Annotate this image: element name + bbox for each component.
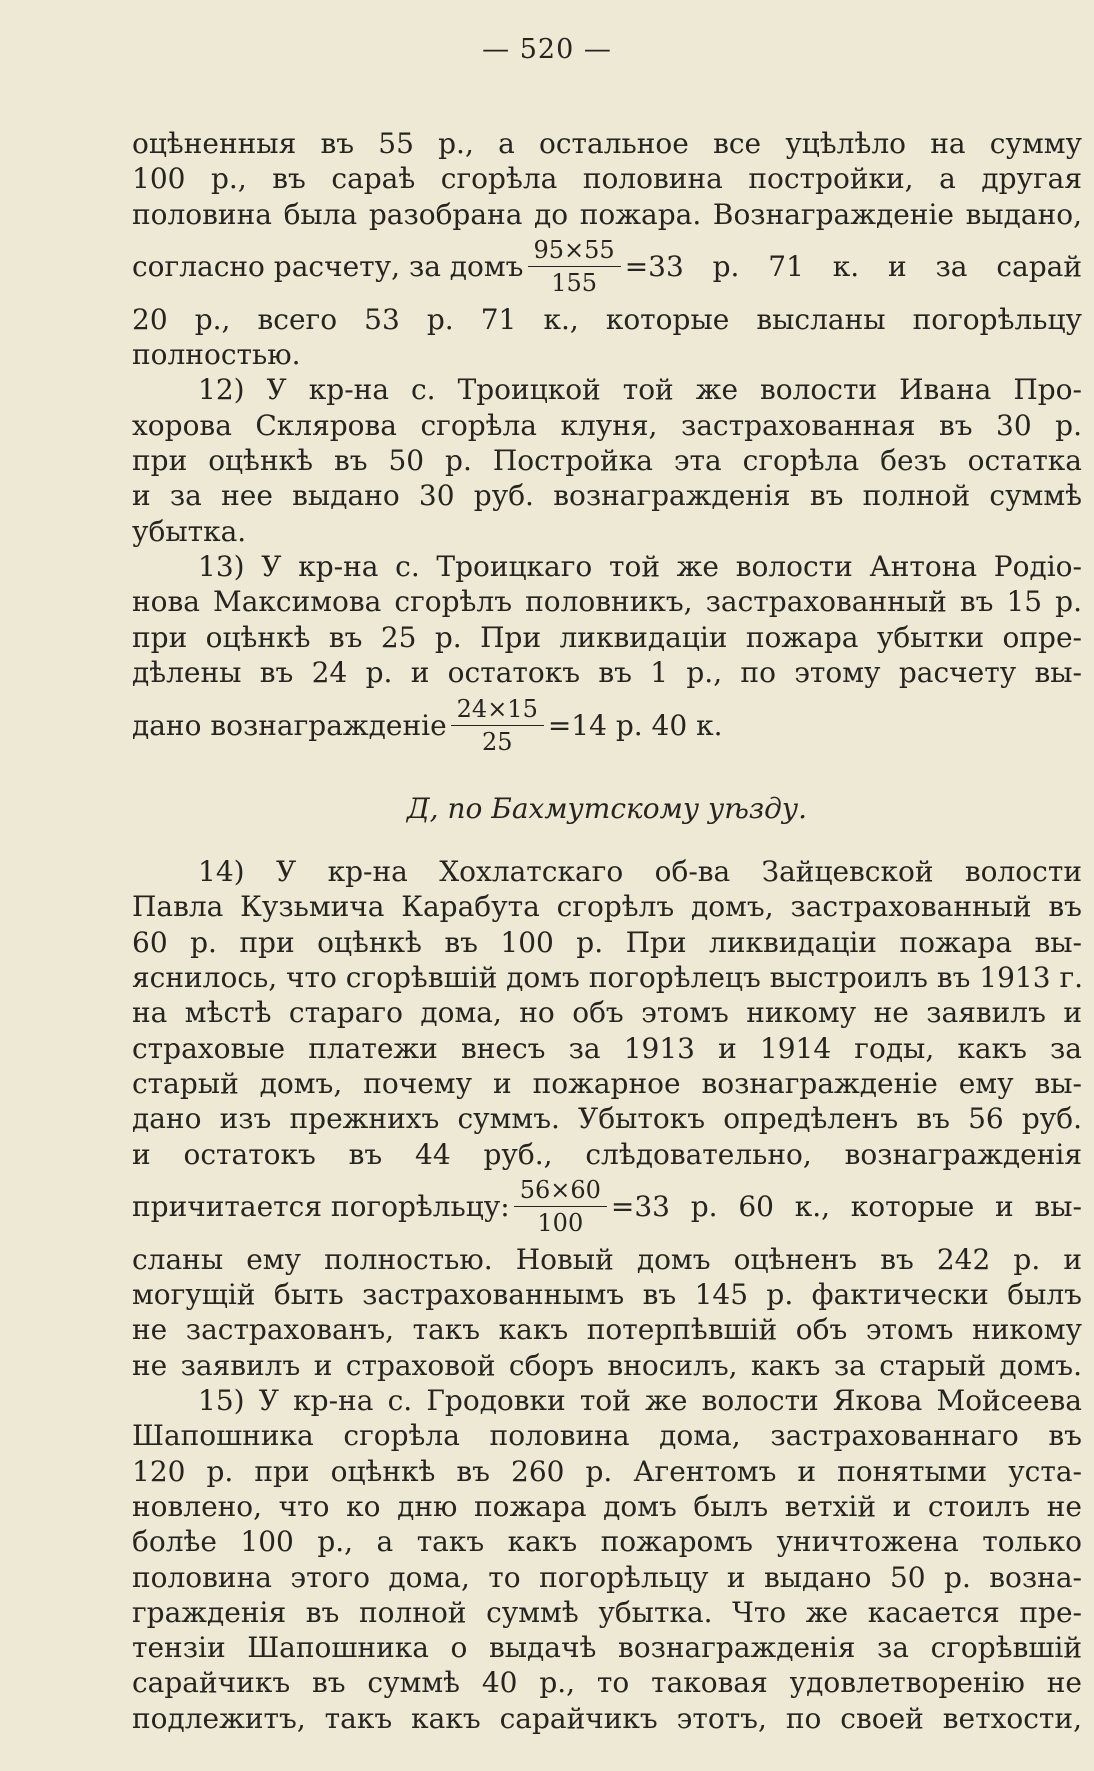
text-line: дѣлены въ 24 р. и остатокъ въ 1 р., по этому расчету вы- xyxy=(132,655,1082,689)
text-line: сланы ему полностью. Новый домъ оцѣненъ въ 242 р. и xyxy=(132,1242,1082,1276)
formula-text-after: =33 р. 71 к. и за сарай xyxy=(624,250,1082,284)
text-line: 12) У кр-на с. Троицкой той же волости Ивана Про- xyxy=(198,373,1082,407)
text-line: 20 р., всего 53 р. 71 к., которые высланы погорѣльцу xyxy=(132,302,1082,336)
formula-text-before: причитается погорѣльцу: xyxy=(132,1190,510,1224)
text-line: могущій быть застрахованнымъ въ 145 р. фактически былъ xyxy=(132,1278,1082,1312)
fraction xyxy=(514,1176,607,1237)
formula-line xyxy=(132,232,1082,302)
fraction-numerator: 56×60 xyxy=(514,1176,607,1207)
text-line: 120 р. при оцѣнкѣ въ 260 р. Агентомъ и понятыми уста- xyxy=(132,1454,1082,1488)
fraction-numerator: 24×15 xyxy=(451,695,544,726)
text-line: тензіи Шапошника о выдачѣ вознагражденія за сгорѣвшій xyxy=(132,1631,1082,1665)
page-body xyxy=(132,126,1082,1736)
text-line: старый домъ, почему и пожарное вознагражденіе ему вы- xyxy=(132,1066,1082,1100)
text-line: при оцѣнкѣ въ 50 р. Постройка эта сгорѣла безъ остатка xyxy=(132,444,1082,478)
text-line: хорова Склярова сгорѣла клуня, застрахованная въ 30 р. xyxy=(132,408,1082,442)
text-line: не застрахованъ, такъ какъ потерпѣвшій объ этомъ никому xyxy=(132,1313,1082,1347)
fraction-numerator: 95×55 xyxy=(528,236,621,267)
formula-line xyxy=(132,1172,1082,1242)
formula-text-before: дано вознагражденіе xyxy=(132,708,447,742)
text-line: половина была разобрана до пожара. Вознагражденіе выдано, xyxy=(132,197,1082,231)
text-line: болѣе 100 р., а такъ какъ пожаромъ уничтожена только xyxy=(132,1525,1082,1559)
text-line: 100 р., въ сараѣ сгорѣла половина постройки, а другая xyxy=(132,162,1082,196)
formula-line xyxy=(132,690,1082,760)
text-line: 14) У кр-на Хохлатскаго об-ва Зайцевской волости xyxy=(198,855,1082,889)
text-line: дано изъ прежнихъ суммъ. Убытокъ опредѣленъ въ 56 руб. xyxy=(132,1102,1082,1136)
text-line: и остатокъ въ 44 руб., слѣдовательно, вознагражденія xyxy=(132,1137,1082,1171)
text-line: не заявилъ и страховой сборъ вносилъ, какъ за старый домъ. xyxy=(132,1348,1082,1382)
text-line: 13) У кр-на с. Троицкаго той же волости Антона Родіо- xyxy=(198,549,1082,583)
fraction-denominator: 100 xyxy=(537,1209,584,1238)
formula-text-before: согласно расчету, за домъ xyxy=(132,250,524,284)
text-line: 60 р. при оцѣнкѣ въ 100 р. При ликвидаціи пожара вы- xyxy=(132,925,1082,959)
text-line: подлежитъ, такъ какъ сарайчикъ этотъ, по своей ветхости, xyxy=(132,1701,1082,1735)
text-line: убытка. xyxy=(132,514,247,548)
text-line: и за нее выдано 30 руб. вознагражденія въ полной суммѣ xyxy=(132,479,1082,513)
text-line: сарайчикъ въ суммѣ 40 р., то таковая удовлетворенію не xyxy=(132,1666,1082,1700)
text-line: нова Максимова сгорѣлъ половникъ, застрахованный въ 15 р. xyxy=(132,585,1082,619)
fraction xyxy=(528,236,621,297)
text-line: новлено, что ко дню пожара домъ былъ ветхій и стоилъ не xyxy=(132,1489,1082,1523)
text-line: Павла Кузьмича Карабута сгорѣлъ домъ, застрахованный въ xyxy=(132,890,1082,924)
fraction-denominator: 155 xyxy=(551,269,597,298)
text-line: при оцѣнкѣ въ 25 р. При ликвидаціи пожара убытки опре- xyxy=(132,620,1082,654)
fraction-denominator: 25 xyxy=(481,727,513,756)
text-line: оцѣненныя въ 55 р., а остальное все уцѣлѣло на сумму xyxy=(132,127,1082,160)
text-line: яснилось, что сгорѣвшій домъ погорѣлецъ выстроилъ въ 1913 г. xyxy=(132,961,1084,995)
text-line: 15) У кр-на с. Гродовки той же волости Якова Мойсеева xyxy=(198,1384,1082,1418)
text-line: полностью. xyxy=(132,338,301,372)
text-line: половина этого дома, то погорѣльцу и выдано 50 р. возна- xyxy=(132,1560,1082,1594)
section-heading: Д, по Бахмутскому уѣзду. xyxy=(406,792,808,826)
formula-text-after: =33 р. 60 к., которые и вы- xyxy=(610,1190,1082,1224)
text-line: Шапошника сгорѣла половина дома, застрахованнаго въ xyxy=(132,1419,1082,1453)
text-line: гражденія въ полной суммѣ убытка. Что же касается пре- xyxy=(132,1595,1082,1629)
page-number: — 520 — xyxy=(482,34,612,65)
fraction xyxy=(451,695,544,756)
formula-text-after: =14 р. 40 к. xyxy=(547,708,723,742)
text-line: на мѣстѣ стараго дома, но объ этомъ никому не заявилъ и xyxy=(132,996,1082,1030)
text-line: страховые платежи внесъ за 1913 и 1914 годы, какъ за xyxy=(132,1031,1082,1065)
